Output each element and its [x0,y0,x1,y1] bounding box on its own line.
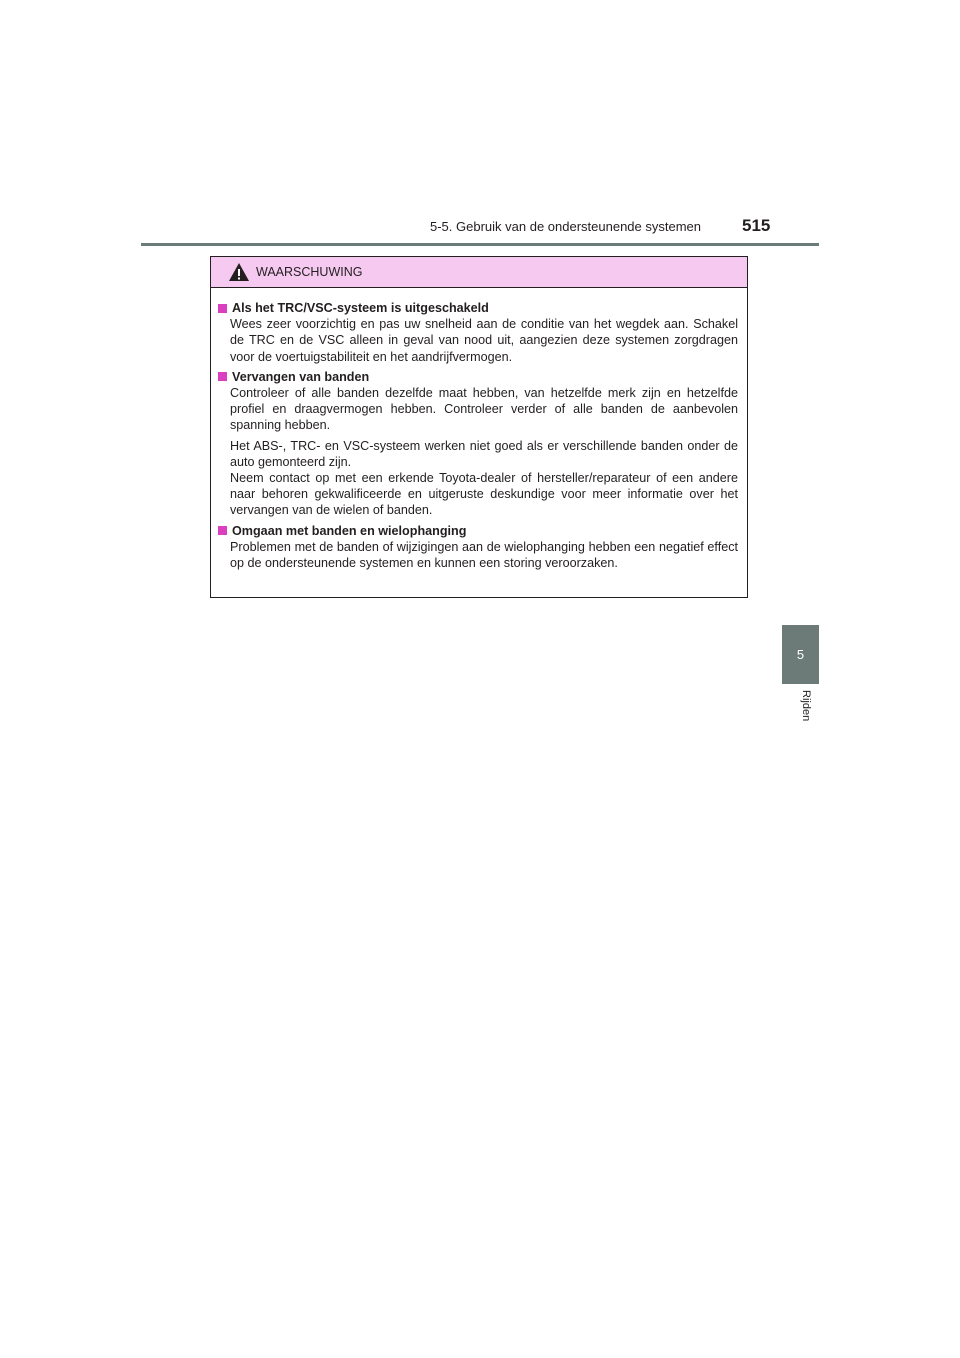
square-bullet-icon [218,372,227,381]
warning-paragraph: Het ABS-, TRC- en VSC-systeem werken niet goed als er verschillende banden onder de auto gemonteerd zijn. [230,438,738,469]
warning-item [218,523,738,572]
warning-item-title: Als het TRC/VSC-systeem is uitgeschakeld [232,301,489,315]
chapter-label: Rijden [800,690,812,722]
square-bullet-icon [218,526,227,535]
warning-paragraph: Neem contact op met een erkende Toyota-dealer of hersteller/reparateur of een andere naar behoren gekwalificeerde en uitgeruste deskundige voor meer informatie over het vervangen van de wielen of banden. [230,471,738,518]
chapter-tab [782,625,819,684]
warning-item [218,300,738,365]
warning-item-title: Vervangen van banden [232,369,370,384]
header-rule [141,243,819,246]
warning-item [218,369,738,519]
square-bullet-icon [218,304,227,313]
warning-item-title: Omgaan met banden en wielophanging [232,523,467,538]
warning-triangle-icon [228,262,250,282]
warning-paragraph: Controleer of alle banden dezelfde maat hebben, van hetzelfde merk zijn en hetzelfde profiel en draagvermogen hebben. Controleer verder of alle banden de aanbevolen spanning hebben. [230,386,738,433]
chapter-number: 5 [796,647,805,662]
warning-title: WAARSCHUWING [256,265,363,279]
warning-body [211,288,747,571]
section-title: 5-5. Gebruik van de ondersteunende systemen [430,219,702,234]
warning-header [211,257,747,288]
warning-paragraph: Wees zeer voorzichtig en pas uw snelheid aan de conditie van het wegdek aan. Schakel de TRC en de VSC alleen in geval van nood uit, aangezien deze systemen zorgdragen voor de voertuigstabiliteit en het aandrijfvermogen. [230,317,738,364]
page-number: 515 [742,216,771,235]
warning-box [210,256,748,598]
warning-paragraph: Problemen met de banden of wijzigingen aan de wielophanging hebben een negatief effect op de ondersteunende systemen en kunnen een storing veroorzaken. [230,539,738,571]
